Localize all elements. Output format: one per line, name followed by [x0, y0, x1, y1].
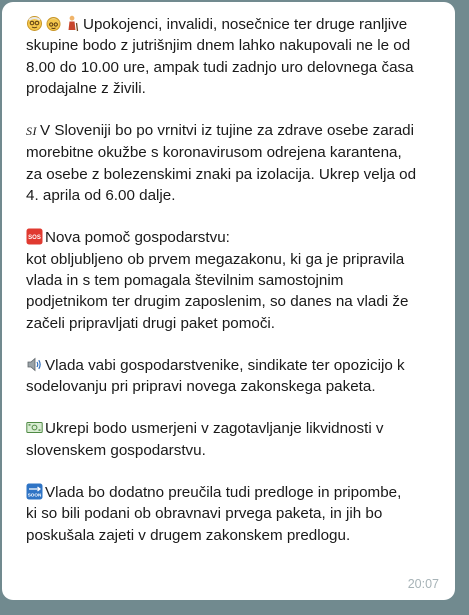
message-paragraph-4: [26, 355, 439, 398]
paragraph-6-line-3: poskušala zajeti v drugem zakonskem predlogu.: [26, 526, 351, 544]
banknote-icon: [26, 419, 43, 436]
paragraph-6-text-line-1: Vlada bo dodatno preučila tudi predloge in pripombe,: [45, 484, 402, 502]
paragraph-3-line-5: začeli pripravljati drugi paket pomoči.: [26, 314, 276, 332]
paragraph-6-line-1: [26, 482, 439, 503]
paragraph-2-line-2: morebitne okužbe s koronavirusom odrejena karantena,: [26, 144, 402, 162]
sos-icon: [26, 228, 43, 245]
person-with-cane-icon: [64, 15, 81, 32]
paragraph-5-text-line-1: Ukrepi bodo usmerjeni v zagotavljanje likvidnosti v: [45, 420, 384, 438]
sos-icon-label: SOS: [28, 235, 41, 242]
paragraph-5-line-1: [26, 418, 439, 439]
paragraph-4-line-1: [26, 355, 439, 376]
si-flag-label: SI: [26, 124, 37, 139]
soon-icon-label: SOON: [27, 492, 42, 498]
paragraph-1-line-4: prodajalne z živili.: [26, 79, 146, 97]
message-bubble[interactable]: [2, 2, 455, 600]
paragraph-3-line-2: kot obljubljeno ob prvem megazakonu, ki ga je pripravila: [26, 250, 405, 268]
older-man-icon: [26, 15, 43, 32]
paragraph-4-line-2: sodelovanju pri pripravi novega zakonskega paketa.: [26, 378, 376, 396]
message-paragraph-6: [26, 482, 439, 546]
paragraph-2-line-1: [26, 120, 439, 142]
older-woman-icon: [45, 15, 62, 32]
message-paragraph-2: [26, 120, 439, 206]
paragraph-5-line-2: slovenskem gospodarstvu.: [26, 441, 206, 459]
paragraph-3-line-1: [26, 227, 439, 248]
message-timestamp: 20:07: [407, 577, 439, 591]
paragraph-3-line-3: vlada in s tem pomagala številnim samostojnim: [26, 271, 344, 289]
soon-arrow-icon: [26, 483, 43, 500]
paragraph-2-line-3: za osebe z bolezenskimi znaki pa izolacija. Ukrep velja od: [26, 165, 417, 183]
message-paragraph-1: [26, 14, 439, 99]
message-paragraph-3: [26, 227, 439, 333]
paragraph-1-text-line-1: Upokojenci, invalidi, nosečnice ter druge ranljive: [83, 16, 408, 33]
speaker-icon: [26, 356, 43, 373]
paragraph-2-line-4: 4. aprila od 6.00 dalje.: [26, 187, 176, 205]
paragraph-2-text-line-1: V Sloveniji bo po vrnitvi iz tujine za zdrave osebe zaradi: [40, 122, 414, 140]
message-paragraph-5: [26, 418, 439, 461]
paragraph-6-line-2: ki so bili podani ob obravnavi prvega paketa, in jih bo: [26, 505, 383, 523]
paragraph-3-line-4: podjetnikom ter drugim zaposlenim, so danes na vladi že: [26, 293, 409, 311]
paragraph-4-text-line-1: Vlada vabi gospodarstvenike, sindikate ter opozicijo k: [45, 356, 405, 374]
paragraph-1-line-3: 8.00 do 10.00 ure, ampak tudi zadnjo uro delovnega časa: [26, 58, 414, 76]
paragraph-3-text-line-1: Nova pomoč gospodarstvu:: [45, 229, 230, 247]
paragraph-1-line-2: skupine bodo z jutrišnjim dnem lahko nakupovali ne le od: [26, 37, 411, 55]
paragraph-1-line-1: [26, 14, 439, 35]
